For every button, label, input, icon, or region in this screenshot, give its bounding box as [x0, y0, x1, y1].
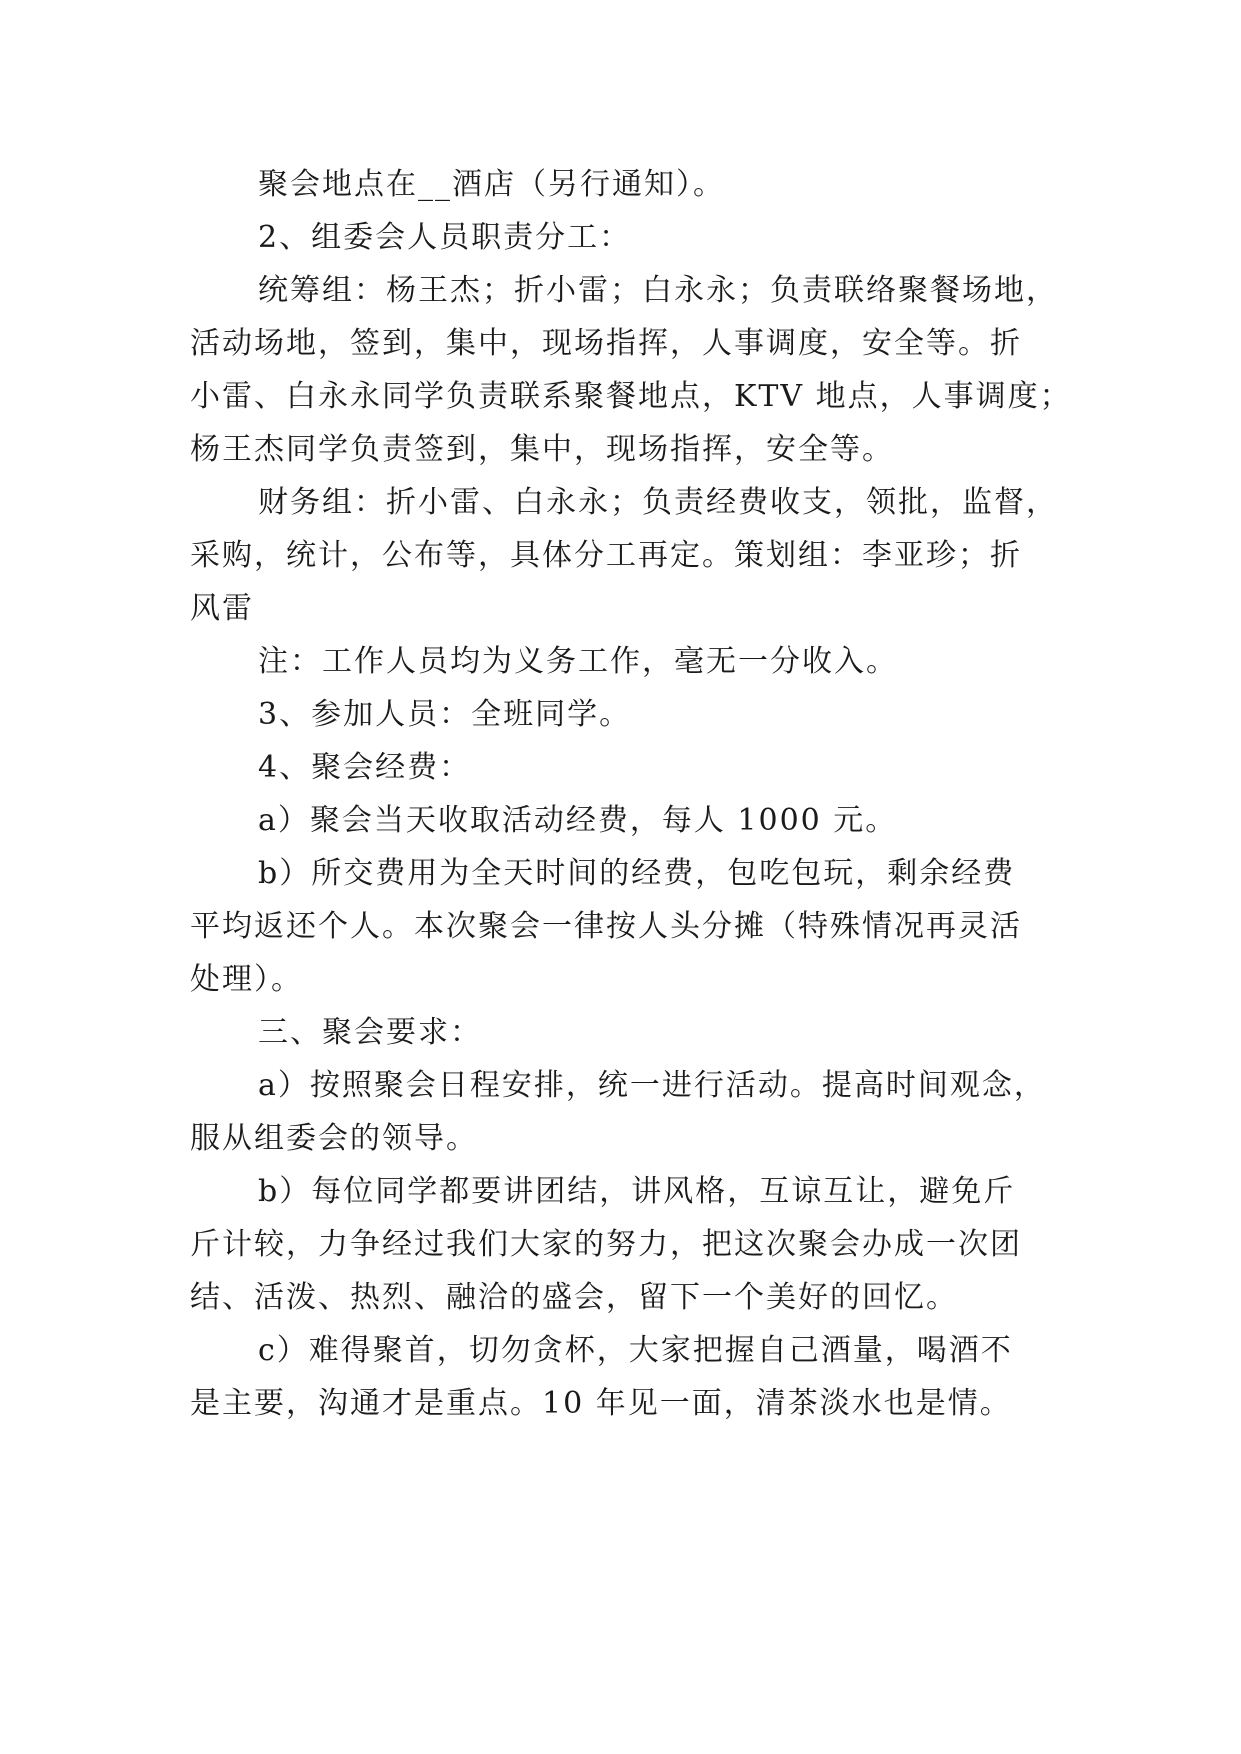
text-line: 风雷 — [190, 591, 254, 626]
paragraph-requirements-heading — [190, 1006, 1090, 1059]
paragraph-coordination-group — [190, 264, 1090, 476]
text-line: b）所交费用为全天时间的经费，包吃包玩，剩余经费 — [258, 856, 1016, 891]
paragraph-requirement-a — [190, 1059, 1090, 1165]
text-line: 活动场地，签到，集中，现场指挥，人事调度，安全等。折 — [190, 326, 1022, 361]
paragraph-requirement-c — [190, 1324, 1090, 1430]
paragraph-requirement-b — [190, 1165, 1090, 1324]
text-line: 平均返还个人。本次聚会一律按人头分摊（特殊情况再灵活 — [190, 909, 1022, 944]
text-line: b）每位同学都要讲团结，讲风格，互谅互让，避免斤 — [258, 1174, 1016, 1209]
paragraph-fee-a — [190, 794, 1090, 847]
text-line: 采购，统计，公布等，具体分工再定。策划组：李亚珍；折 — [190, 538, 1022, 573]
text-line: a）聚会当天收取活动经费，每人 1000 元。 — [258, 803, 898, 838]
paragraph-note — [190, 635, 1090, 688]
paragraph-finance-group — [190, 476, 1090, 635]
text-line: 三、聚会要求： — [258, 1015, 482, 1050]
text-line: 杨王杰同学负责签到，集中，现场指挥，安全等。 — [190, 432, 894, 467]
text-line: 3、参加人员：全班同学。 — [258, 697, 632, 732]
text-line: 统筹组：杨王杰；折小雷；白永永；负责联络聚餐场地， — [258, 273, 1058, 308]
text-line: c）难得聚首，切勿贪杯，大家把握自己酒量，喝酒不 — [258, 1333, 1013, 1368]
paragraph-committee-heading — [190, 211, 1090, 264]
text-line: 处理）。 — [190, 962, 303, 997]
text-line: 结、活泼、热烈、融洽的盛会，留下一个美好的回忆。 — [190, 1280, 958, 1315]
paragraph-participants — [190, 688, 1090, 741]
text-line: 财务组：折小雷、白永永；负责经费收支，领批，监督， — [258, 485, 1058, 520]
paragraph-fees-heading — [190, 741, 1090, 794]
text-line: 是主要，沟通才是重点。10 年见一面，清茶淡水也是情。 — [190, 1386, 1012, 1421]
text-line: 小雷、白永永同学负责联系聚餐地点，KTV 地点，人事调度； — [190, 379, 1072, 414]
document-body — [190, 158, 1090, 1430]
text-line: 斤计较，力争经过我们大家的努力，把这次聚会办成一次团 — [190, 1227, 1022, 1262]
paragraph-venue — [190, 158, 1090, 211]
paragraph-fee-b — [190, 847, 1090, 1006]
text-line: a）按照聚会日程安排，统一进行活动。提高时间观念， — [258, 1068, 1046, 1103]
text-line: 聚会地点在__酒店（另行通知）。 — [258, 167, 725, 202]
text-line: 4、聚会经费： — [258, 750, 472, 785]
text-line: 服从组委会的领导。 — [190, 1121, 478, 1156]
text-line: 2、组委会人员职责分工： — [258, 220, 632, 255]
text-line: 注：工作人员均为义务工作，毫无一分收入。 — [258, 644, 898, 679]
